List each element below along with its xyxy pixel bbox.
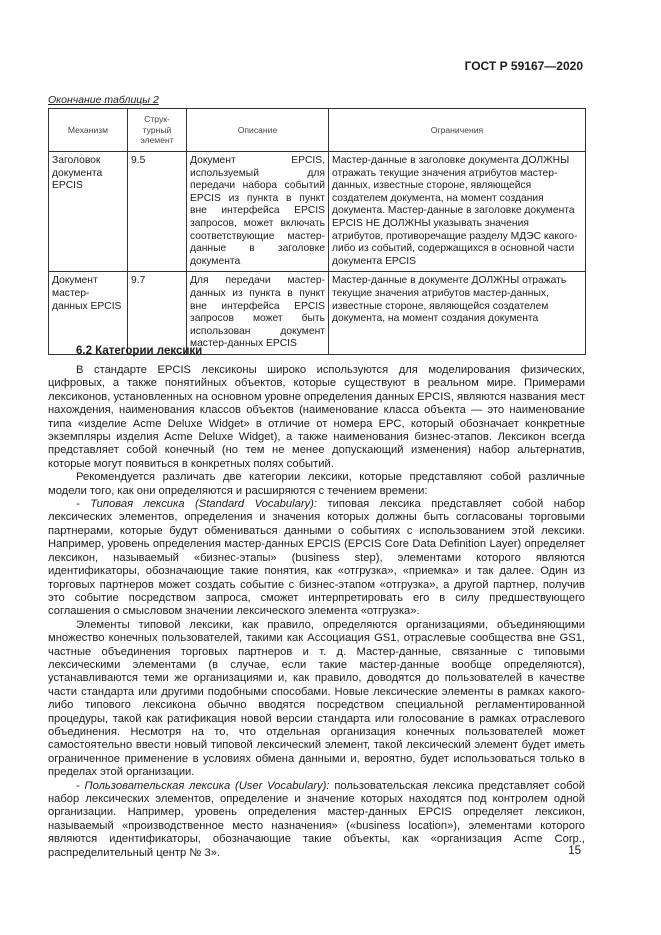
paragraph: Рекомендуется различать две категории лексики, которые представляют собой различные модели того, как они определяются и расширяются с течением времени: (48, 471, 585, 497)
cell-constraints: Мастер-данные в документе ДОЛЖНЫ отражать текущие значения атрибутов мастер-данных, известные стороне, являющейся создателем документа, на момент создания документа (329, 272, 586, 355)
paragraph-text: типовая лексика представляет собой набор лексических элементов, определения и значения которых должны быть согласованы торговыми партнерами, которые будут обмениваться данными о событиях с использованием этой лексики. Например, уровень определения мастер-данных EPCIS (EPCIS Core Data Definition Layer) определяет лексикон, называемый «бизнес-этапы» (business step), элементами которого являются идентификаторы, обозначающие такие понятия, как «отгрузка», «приемка» и так далее. Один из торговых партнеров может создать событие с бизнес-этапом «отгрузка», а другой партнер, получив это событие посредством запроса, сможет интерпретировать его в силу предшествующего соглашения о смысловом значении лексического элемента «отгрузка». (48, 498, 585, 618)
page-number: 15 (568, 845, 581, 857)
cell-mechanism: Документ мастер-данных EPCIS (49, 272, 128, 355)
term-standard-vocabulary: - Типовая лексика (Standard Vocabulary): (76, 498, 317, 511)
table-row (49, 272, 586, 355)
column-header-constraints: Ограничения (329, 109, 586, 152)
paragraph: Элементы типовой лексики, как правило, определяются организациями, объединяющими множество конечных пользователей, такими как Ассоциация GS1, отраслевые сообщества вне GS1, частные объединения торговых партнеров и т. д. Мастер-данные, связанные с типовыми лексическими элементами (в случае, если такие мастер-данные вообще определяются), устанавливаются теми же организациями и, как правило, доводятся до пользователей в качестве части стандарта или другими подобными способами. Новые лексические элементы в рамках какого-либо типового лексикона обычно вводятся посредством специальной регламентированной процедуры, такой как ратификация новой версии стандарта или голосование в рамках отраслевого объединения. Несмотря на то, что отдельная организация конечных пользователей может самостоятельно ввести новый типовой лексический элемент, такой лексический элемент будет иметь ограниченное применение в условиях обмена данными и, вероятно, будет использоваться только в пределах этой организации. (48, 618, 585, 779)
cell-constraints: Мастер-данные в заголовке документа ДОЛЖНЫ отражать текущие значения атрибутов мастер-данных, известные стороне, являющейся создателем документа, на момент создания документа. Мастер-данные в заголовке документа EPCIS НЕ ДОЛЖНЫ указывать значения атрибутов, противоречащие разделу МДЭС какого-либо из событий, содержащихся в основной части документа EPCIS (329, 152, 586, 272)
term-user-vocabulary: - Пользовательская лексика (User Vocabulary): (76, 779, 330, 792)
column-header-element: Струк-турный элемент (128, 109, 187, 152)
standard-designation: ГОСТ Р 59167—2020 (464, 59, 583, 73)
continuation-table (48, 108, 586, 355)
table-caption: Окончание таблицы 2 (48, 94, 159, 106)
paragraph (48, 780, 585, 860)
column-header-description: Описание (187, 109, 329, 152)
section-heading: 6.2 Категории лексики (76, 345, 203, 357)
paragraph-text: пользовательская лексика представляет собой набор лексических элементов, определение и значение которых находятся под контролем одной организации. Например, уровень определения мастер-данных EPCIS определяет лексикон, называемый «производственное место назначения» («business location»), элементами которого являются идентификаторы, обозначающие такие объекты, как «организация Acme Corp., распределительный центр № 3». (48, 779, 585, 859)
table-row (49, 152, 586, 272)
body-text (48, 364, 585, 860)
cell-mechanism: Заголовок документа EPCIS (49, 152, 128, 272)
cell-description: Для передачи мастер-данных из пункта в пункт вне интерфейса EPCIS запросов может быть использован документ мастер-данных EPCIS (187, 272, 329, 355)
paragraph (48, 498, 585, 619)
column-header-mechanism: Механизм (49, 109, 128, 152)
cell-element: 9.7 (128, 272, 187, 355)
paragraph: В стандарте EPCIS лексиконы широко используются для моделирования физических, цифровых, а также понятийных объектов, которые существуют в реальном мире. Примерами лексиконов, установленных на основном уровне определения данных EPCIS, являются названия мест нахождения, наименования классов объектов (наименование класса объекта — это наименование типа «изделие Acme Deluxe Widget» в отличие от номера EPC, который обозначает конкретные экземпляры изделия Acme Deluxe Widget), а также наименования бизнес-этапов. Лексикон всегда представляет собой конечный (но тем не менее допускающий изменения) набор альтернатив, которые могут появиться в конкретных полях событий. (48, 364, 585, 470)
table-header-row (49, 109, 586, 152)
cell-element: 9.5 (128, 152, 187, 272)
cell-description: Документ EPCIS, используемый для передачи набора событий EPCIS из пункта в пункт вне интерфейса EPCIS запросов, может включать соответствующие мастер-данные в заголовке документа (187, 152, 329, 272)
